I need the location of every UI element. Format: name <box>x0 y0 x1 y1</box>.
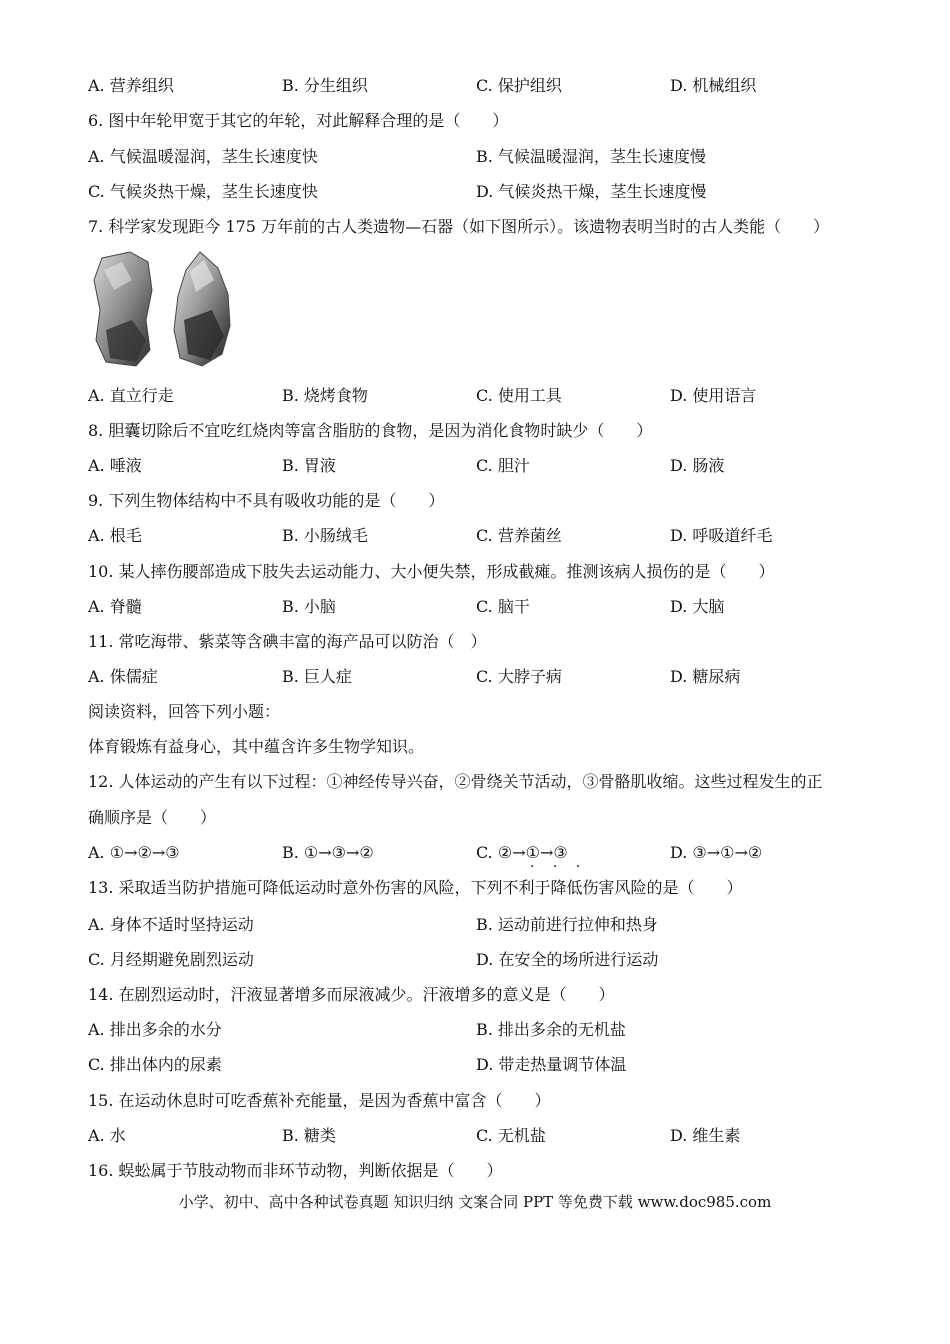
question-15: 15. 在运动休息时可吃香蕉补充能量，是因为香蕉中富含（ ） <box>88 1091 551 1110</box>
q6-option-d: D. 气候炎热干燥，茎生长速度慢 <box>476 182 707 201</box>
q6-option-b: B. 气候温暖湿润，茎生长速度慢 <box>476 147 706 166</box>
q12-option-c: C. ②→①→③ <box>476 843 568 862</box>
q7-option-c: C. 使用工具 <box>476 386 562 405</box>
q8-option-b: B. 胃液 <box>282 456 336 475</box>
question-12-continued: 确顺序是（ ） <box>88 808 217 827</box>
q8-option-c: C. 胆汁 <box>476 456 530 475</box>
question-8: 8. 胆囊切除后不宜吃红烧肉等富含脂肪的食物，是因为消化食物时缺少（ ） <box>88 421 653 440</box>
q10-option-c: C. 脑干 <box>476 597 530 616</box>
question-10: 10. 某人摔伤腰部造成下肢失去运动能力、大小便失禁，形成截瘫。推测该病人损伤的是（ ） <box>88 562 775 581</box>
q11-option-a: A. 侏儒症 <box>88 667 158 686</box>
question-6: 6. 图中年轮甲宽于其它的年轮，对此解释合理的是（ ） <box>88 111 509 130</box>
question-16: 16. 蜈蚣属于节肢动物而非环节动物，判断依据是（ ） <box>88 1161 503 1180</box>
question-7: 7. 科学家发现距今 175 万年前的古人类遗物—石器（如下图所示）。该遗物表明当时的古人类能（ ） <box>88 217 830 236</box>
q13-option-a: A. 身体不适时坚持运动 <box>88 915 254 934</box>
q6-option-a: A. 气候温暖湿润，茎生长速度快 <box>88 147 318 166</box>
q7-option-d: D. 使用语言 <box>670 386 757 405</box>
q8-option-d: D. 肠液 <box>670 456 725 475</box>
q14-option-a: A. 排出多余的水分 <box>88 1020 222 1039</box>
q13-option-c: C. 月经期避免剧烈运动 <box>88 950 254 969</box>
q12-option-d: D. ③→①→② <box>670 843 763 862</box>
question-13: 13. 采取适当防护措施可降低运动时意外伤害的风险，下列不利于降低伤害风险的是（ ） <box>88 878 743 897</box>
q9-option-b: B. 小肠绒毛 <box>282 526 368 545</box>
q12-option-b: B. ①→③→② <box>282 843 374 862</box>
question-9: 9. 下列生物体结构中不具有吸收功能的是（ ） <box>88 491 445 510</box>
q8-option-a: A. 唾液 <box>88 456 142 475</box>
q5-option-a: A. 营养组织 <box>88 76 174 95</box>
q13-option-b: B. 运动前进行拉伸和热身 <box>476 915 658 934</box>
q15-option-d: D. 维生素 <box>670 1126 741 1145</box>
q7-option-a: A. 直立行走 <box>88 386 174 405</box>
q11-option-d: D. 糖尿病 <box>670 667 741 686</box>
stone-tool-left <box>94 252 152 366</box>
q9-option-c: C. 营养菌丝 <box>476 526 562 545</box>
q5-option-d: D. 机械组织 <box>670 76 757 95</box>
stone-tools-image <box>92 250 242 370</box>
question-12: 12. 人体运动的产生有以下过程：①神经传导兴奋，②骨绕关节活动，③骨骼肌收缩。这些过程发生的正 <box>88 772 823 791</box>
q15-option-a: A. 水 <box>88 1126 126 1145</box>
reading-material: 体育锻炼有益身心，其中蕴含许多生物学知识。 <box>88 737 425 756</box>
q13-option-d: D. 在安全的场所进行运动 <box>476 950 659 969</box>
stone-tool-right <box>174 252 230 366</box>
q9-option-d: D. 呼吸道纤毛 <box>670 526 773 545</box>
q9-option-a: A. 根毛 <box>88 526 142 545</box>
question-11: 11. 常吃海带、紫菜等含碘丰富的海产品可以防治（ ） <box>88 632 487 651</box>
q15-option-b: B. 糖类 <box>282 1126 336 1145</box>
question-14: 14. 在剧烈运动时，汗液显著增多而尿液减少。汗液增多的意义是（ ） <box>88 985 615 1004</box>
q10-option-d: D. 大脑 <box>670 597 725 616</box>
reading-instruction: 阅读资料，回答下列小题： <box>88 702 281 721</box>
q5-option-c: C. 保护组织 <box>476 76 562 95</box>
q11-option-c: C. 大脖子病 <box>476 667 562 686</box>
emphasis-dots: · · · <box>530 859 588 875</box>
q14-option-d: D. 带走热量调节体温 <box>476 1055 627 1074</box>
q10-option-b: B. 小脑 <box>282 597 336 616</box>
q14-option-c: C. 排出体内的尿素 <box>88 1055 222 1074</box>
q12-option-a: A. ①→②→③ <box>88 843 180 862</box>
q5-option-b: B. 分生组织 <box>282 76 368 95</box>
q7-option-b: B. 烧烤食物 <box>282 386 368 405</box>
page-footer: 小学、初中、高中各种试卷真题 知识归纳 文案合同 PPT 等免费下载 www.doc985.com <box>178 1193 772 1211</box>
q6-option-c: C. 气候炎热干燥，茎生长速度快 <box>88 182 318 201</box>
q10-option-a: A. 脊髓 <box>88 597 142 616</box>
q15-option-c: C. 无机盐 <box>476 1126 546 1145</box>
q11-option-b: B. 巨人症 <box>282 667 352 686</box>
q14-option-b: B. 排出多余的无机盐 <box>476 1020 626 1039</box>
